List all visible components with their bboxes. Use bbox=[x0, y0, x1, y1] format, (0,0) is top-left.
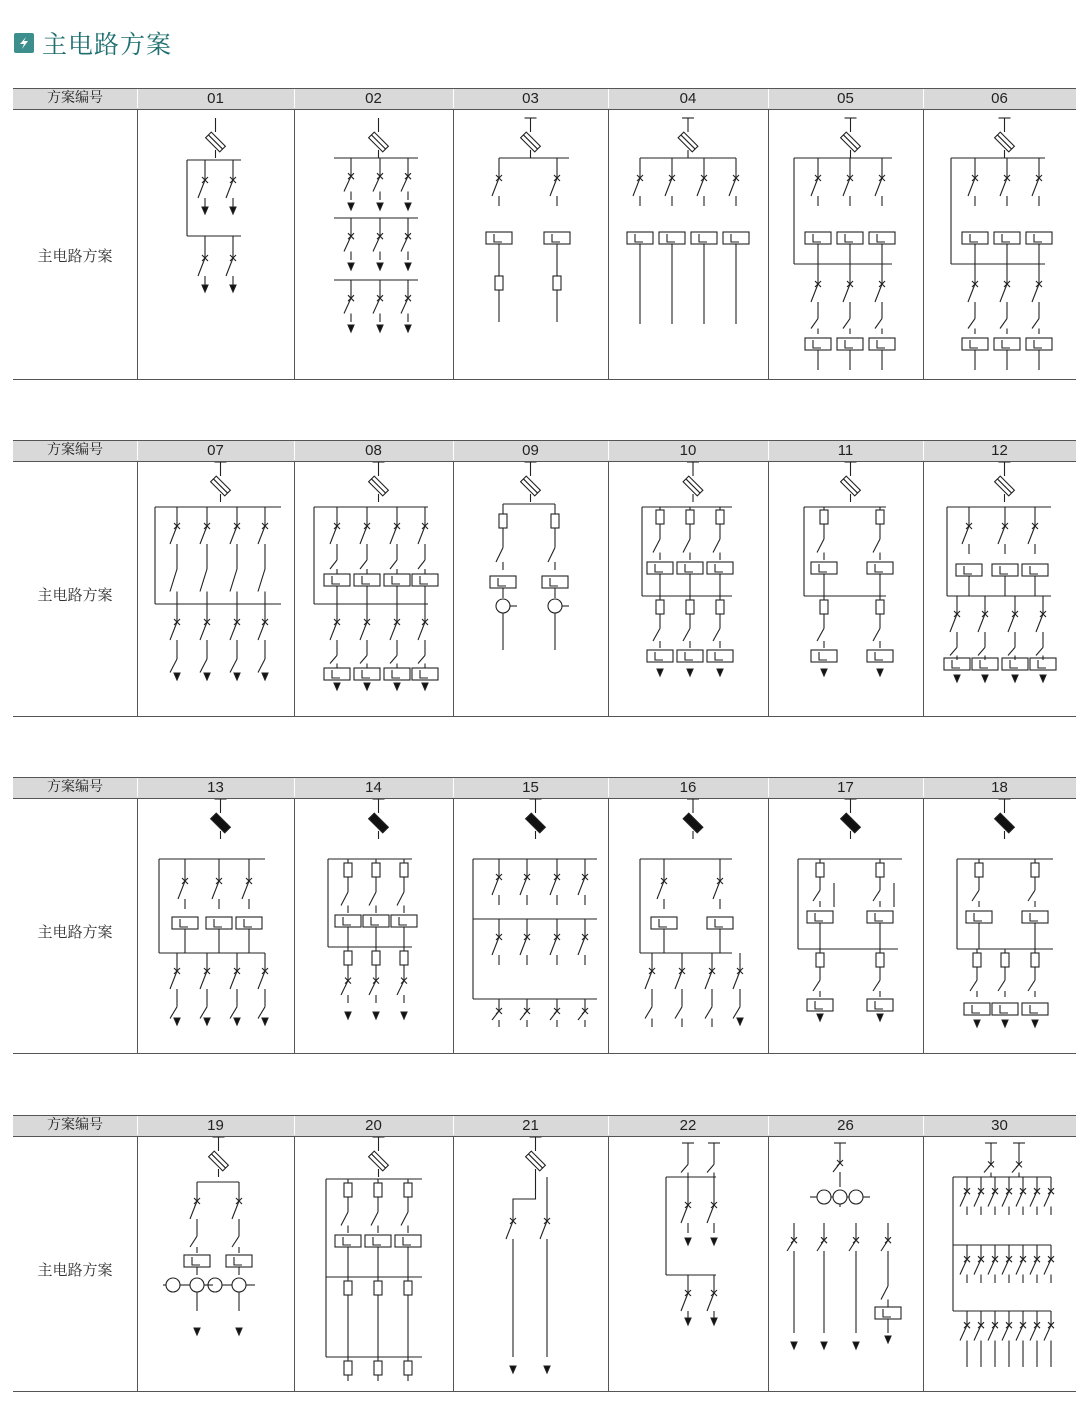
scheme-number: 04 bbox=[679, 90, 697, 107]
circuit-diagram-13 bbox=[137, 799, 294, 1052]
circuit-diagram-22 bbox=[608, 1137, 768, 1390]
scheme-number: 08 bbox=[365, 442, 382, 459]
scheme-number: 21 bbox=[522, 1117, 539, 1134]
scheme-block-3 bbox=[13, 777, 1076, 1054]
scheme-block-4 bbox=[13, 1115, 1076, 1392]
circuit-diagram-09 bbox=[453, 462, 608, 715]
scheme-number: 22 bbox=[679, 1117, 697, 1134]
row-label: 主电路方案 bbox=[37, 586, 113, 604]
scheme-number: 26 bbox=[837, 1117, 854, 1134]
header-label: 方案编号 bbox=[47, 442, 103, 458]
circuit-diagram-05 bbox=[768, 110, 923, 378]
circuit-diagram-01 bbox=[137, 110, 294, 378]
circuit-diagram-11 bbox=[768, 462, 923, 715]
circuit-diagram-04 bbox=[608, 110, 768, 378]
circuit-row bbox=[13, 1137, 1076, 1392]
circuit-diagram-17 bbox=[768, 799, 923, 1052]
scheme-block-2 bbox=[13, 440, 1076, 717]
circuit-diagram-10 bbox=[608, 462, 768, 715]
circuit-diagram-03 bbox=[453, 110, 608, 378]
scheme-number: 18 bbox=[991, 779, 1008, 796]
circuit-diagram-06 bbox=[923, 110, 1076, 378]
header-row bbox=[13, 777, 1076, 799]
scheme-number: 17 bbox=[837, 779, 854, 796]
circuit-diagram-15 bbox=[453, 799, 608, 1052]
header-row bbox=[13, 440, 1076, 462]
scheme-number: 12 bbox=[991, 442, 1008, 459]
circuit-row bbox=[13, 799, 1076, 1054]
row-label: 主电路方案 bbox=[37, 247, 113, 265]
header-label: 方案编号 bbox=[47, 779, 103, 795]
row-label: 主电路方案 bbox=[37, 1261, 113, 1279]
scheme-number: 02 bbox=[365, 90, 382, 107]
scheme-number: 14 bbox=[365, 779, 382, 796]
scheme-number: 15 bbox=[522, 779, 539, 796]
circuit-diagram-14 bbox=[294, 799, 453, 1052]
scheme-number: 09 bbox=[522, 442, 539, 459]
title-text: 主电路方案 bbox=[42, 30, 173, 59]
scheme-number: 01 bbox=[207, 90, 224, 107]
scheme-number: 07 bbox=[207, 442, 224, 459]
circuit-diagram-20 bbox=[294, 1137, 453, 1390]
circuit-diagram-19 bbox=[137, 1137, 294, 1390]
lightning-icon bbox=[14, 33, 34, 53]
header-row bbox=[13, 1115, 1076, 1137]
scheme-number: 06 bbox=[991, 90, 1008, 107]
page-title bbox=[14, 28, 172, 58]
scheme-number: 13 bbox=[207, 779, 224, 796]
circuit-diagram-07 bbox=[137, 462, 294, 715]
circuit-diagram-30 bbox=[923, 1137, 1076, 1390]
circuit-diagram-12 bbox=[923, 462, 1076, 715]
header-row bbox=[13, 88, 1076, 110]
circuit-diagram-21 bbox=[453, 1137, 608, 1390]
header-label: 方案编号 bbox=[47, 90, 103, 106]
scheme-number: 16 bbox=[679, 779, 697, 796]
scheme-number: 20 bbox=[365, 1117, 382, 1134]
scheme-number: 30 bbox=[991, 1117, 1008, 1134]
scheme-number: 03 bbox=[522, 90, 539, 107]
circuit-diagram-26 bbox=[768, 1137, 923, 1390]
circuit-diagram-18 bbox=[923, 799, 1076, 1052]
scheme-block-1 bbox=[13, 88, 1076, 380]
circuit-diagram-08 bbox=[294, 462, 453, 715]
scheme-number: 05 bbox=[837, 90, 854, 107]
circuit-row bbox=[13, 110, 1076, 380]
scheme-number: 10 bbox=[679, 442, 697, 459]
circuit-row bbox=[13, 462, 1076, 717]
row-label: 主电路方案 bbox=[37, 923, 113, 941]
circuit-diagram-16 bbox=[608, 799, 768, 1052]
circuit-diagram-02 bbox=[294, 110, 453, 378]
header-label: 方案编号 bbox=[47, 1117, 103, 1133]
scheme-number: 11 bbox=[837, 442, 854, 459]
scheme-number: 19 bbox=[207, 1117, 224, 1134]
